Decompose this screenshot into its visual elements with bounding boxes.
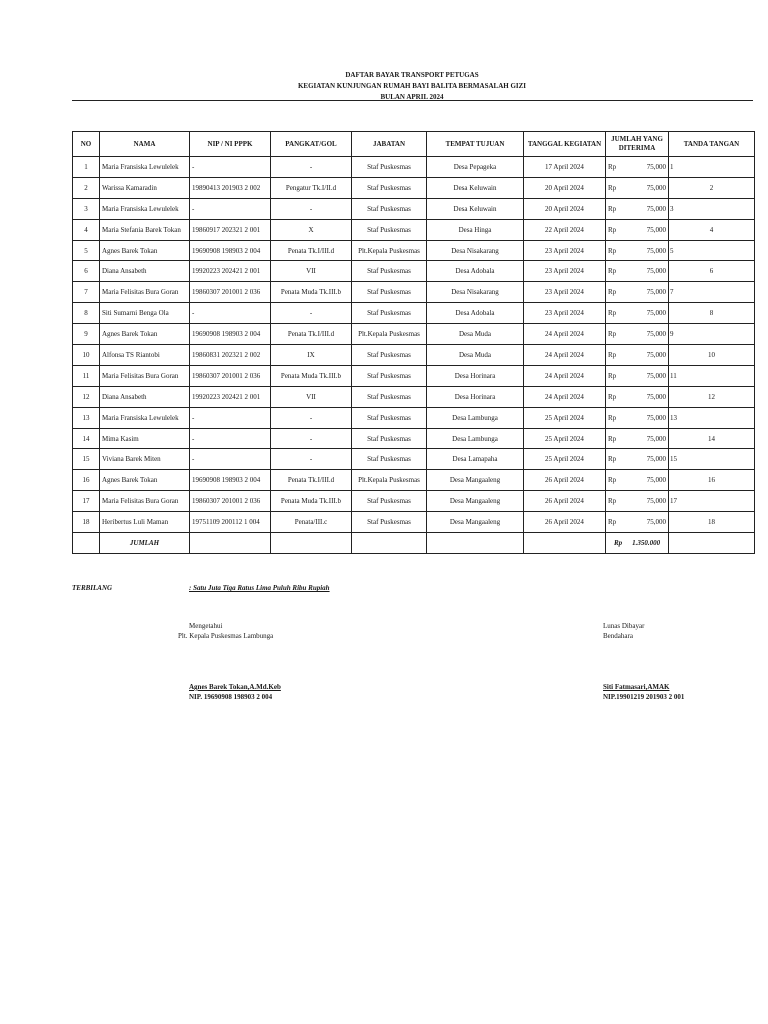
row-pangkat: Penata/III.c [271, 512, 352, 533]
row-no: 4 [73, 219, 100, 240]
row-tanggal: 26 April 2024 [524, 491, 606, 512]
row-currency: Rp [608, 434, 617, 443]
row-amount: 75,000 [646, 204, 666, 213]
row-amount: 75,000 [646, 267, 666, 276]
header-pangkat: PANGKAT/GOL [271, 132, 352, 157]
row-signature: 2 [669, 177, 755, 198]
heading-period: BULAN APRIL 2024 [380, 93, 444, 101]
table-row [73, 157, 755, 178]
row-amount: 75,000 [646, 476, 666, 485]
row-tanggal: 23 April 2024 [524, 240, 606, 261]
row-amount: 75,000 [646, 246, 666, 255]
row-no: 6 [73, 261, 100, 282]
row-tujuan: Desa Keluwain [427, 177, 524, 198]
header-tujuan: TEMPAT TUJUAN [427, 132, 524, 157]
heading-title: DAFTAR BAYAR TRANSPORT PETUGAS [345, 71, 479, 79]
row-nama: Agnes Barek Tokan [100, 324, 190, 345]
row-tujuan: Desa Mangaaleng [427, 512, 524, 533]
right-sign-caption: Lunas Dibayar [603, 622, 645, 630]
total-amount-cell [606, 533, 669, 554]
row-nama: Diana Ansabeth [100, 386, 190, 407]
row-jabatan: Staf Puskesmas [352, 282, 427, 303]
row-currency: Rp [608, 288, 617, 297]
header-jumlah: JUMLAH YANG DITERIMA [606, 132, 669, 157]
row-tujuan: Desa Keluwain [427, 198, 524, 219]
row-jabatan: Staf Puskesmas [352, 303, 427, 324]
row-pangkat: Penata Tk.I/III.d [271, 240, 352, 261]
row-currency: Rp [608, 497, 617, 506]
row-tujuan: Desa Lamapaha [427, 449, 524, 470]
row-amount: 75,000 [646, 350, 666, 359]
row-jabatan: Staf Puskesmas [352, 219, 427, 240]
left-signer-nip: NIP. 19690908 198903 2 004 [189, 693, 273, 701]
row-tujuan: Desa Pepageka [427, 157, 524, 178]
document-heading [72, 70, 752, 103]
row-currency: Rp [608, 246, 617, 255]
row-tujuan: Desa Horinara [427, 365, 524, 386]
row-nip: 19690908 198903 2 004 [190, 324, 271, 345]
row-pangkat: - [271, 157, 352, 178]
row-no: 10 [73, 345, 100, 366]
row-tujuan: Desa Hinga [427, 219, 524, 240]
row-nip: 19920223 202421 2 001 [190, 261, 271, 282]
row-tanggal: 20 April 2024 [524, 198, 606, 219]
total-empty-no [73, 533, 100, 554]
total-currency: Rp [614, 539, 623, 548]
row-tanggal: 24 April 2024 [524, 365, 606, 386]
row-nip: 19860831 202321 2 002 [190, 345, 271, 366]
row-nama: Maria Fransiska Lewulelek [100, 157, 190, 178]
row-tujuan: Desa Muda [427, 345, 524, 366]
row-pangkat: Penata Muda Tk.III.b [271, 365, 352, 386]
row-jabatan: Staf Puskesmas [352, 491, 427, 512]
row-amount: 75,000 [646, 392, 666, 401]
row-jabatan: Staf Puskesmas [352, 365, 427, 386]
row-signature: 4 [669, 219, 755, 240]
row-pangkat: Penata Tk.I/III.d [271, 470, 352, 491]
row-amount-cell [606, 324, 669, 345]
row-signature: 15 [669, 449, 755, 470]
row-pangkat: IX [271, 345, 352, 366]
row-no: 13 [73, 407, 100, 428]
row-nip: - [190, 157, 271, 178]
row-jabatan: Staf Puskesmas [352, 157, 427, 178]
row-amount: 75,000 [646, 497, 666, 506]
table-row [73, 282, 755, 303]
row-currency: Rp [608, 330, 617, 339]
row-tujuan: Desa Nisakarang [427, 240, 524, 261]
row-signature: 3 [669, 198, 755, 219]
row-nip: 19860307 201001 2 036 [190, 282, 271, 303]
row-signature: 6 [669, 261, 755, 282]
row-amount-cell [606, 428, 669, 449]
row-nip: 19860307 201001 2 036 [190, 491, 271, 512]
total-amount: 1.350.000 [632, 539, 661, 548]
row-currency: Rp [608, 413, 617, 422]
row-amount: 75,000 [646, 288, 666, 297]
row-signature: 16 [669, 470, 755, 491]
row-nama: Maria Felisitas Bura Goran [100, 491, 190, 512]
row-currency: Rp [608, 476, 617, 485]
row-amount-cell [606, 240, 669, 261]
row-tanggal: 23 April 2024 [524, 261, 606, 282]
row-nama: Heribertus Luli Maman [100, 512, 190, 533]
row-no: 14 [73, 428, 100, 449]
row-nip: - [190, 428, 271, 449]
row-tanggal: 23 April 2024 [524, 303, 606, 324]
row-jabatan: Staf Puskesmas [352, 449, 427, 470]
payment-table [72, 131, 755, 554]
row-nama: Maria Felisitas Bura Goran [100, 282, 190, 303]
row-tanggal: 17 April 2024 [524, 157, 606, 178]
row-currency: Rp [608, 225, 617, 234]
row-tujuan: Desa Nisakarang [427, 282, 524, 303]
row-tujuan: Desa Lambunga [427, 428, 524, 449]
row-signature: 14 [669, 428, 755, 449]
row-jabatan: Staf Puskesmas [352, 261, 427, 282]
row-amount: 75,000 [646, 225, 666, 234]
table-row [73, 198, 755, 219]
row-jabatan: Staf Puskesmas [352, 177, 427, 198]
row-nama: Siti Sumarni Benga Ola [100, 303, 190, 324]
row-jabatan: Staf Puskesmas [352, 407, 427, 428]
row-no: 3 [73, 198, 100, 219]
row-nama: Viviana Barek Miten [100, 449, 190, 470]
row-no: 5 [73, 240, 100, 261]
header-no: NO [73, 132, 100, 157]
row-amount-cell [606, 491, 669, 512]
row-amount: 75,000 [646, 371, 666, 380]
row-currency: Rp [608, 183, 617, 192]
header-ttd: TANDA TANGAN [669, 132, 755, 157]
row-tujuan: Desa Adobala [427, 303, 524, 324]
total-empty-tujuan [427, 533, 524, 554]
row-tanggal: 23 April 2024 [524, 282, 606, 303]
row-no: 18 [73, 512, 100, 533]
row-tujuan: Desa Horinara [427, 386, 524, 407]
row-currency: Rp [608, 455, 617, 464]
row-amount-cell [606, 449, 669, 470]
row-signature: 13 [669, 407, 755, 428]
row-tanggal: 25 April 2024 [524, 449, 606, 470]
row-amount: 75,000 [646, 309, 666, 318]
row-tujuan: Desa Muda [427, 324, 524, 345]
row-nama: Maria Felisitas Bura Goran [100, 365, 190, 386]
table-row [73, 407, 755, 428]
row-amount: 75,000 [646, 413, 666, 422]
row-tanggal: 26 April 2024 [524, 512, 606, 533]
row-signature: 17 [669, 491, 755, 512]
total-empty-ttd [669, 533, 755, 554]
row-nama: Maria Fransiska Lewulelek [100, 407, 190, 428]
row-signature: 12 [669, 386, 755, 407]
row-pangkat: Pengatur Tk.I/II.d [271, 177, 352, 198]
terbilang-text: : Satu Juta Tiga Ratus Lima Puluh Ribu Rupiah [189, 584, 330, 592]
row-tanggal: 22 April 2024 [524, 219, 606, 240]
row-nama: Diana Ansabeth [100, 261, 190, 282]
row-tanggal: 25 April 2024 [524, 428, 606, 449]
table-row [73, 449, 755, 470]
row-jabatan: Staf Puskesmas [352, 428, 427, 449]
row-amount: 75,000 [646, 162, 666, 171]
row-no: 16 [73, 470, 100, 491]
row-jabatan: Staf Puskesmas [352, 386, 427, 407]
row-nama: Alfonsa TS Riantobi [100, 345, 190, 366]
row-no: 8 [73, 303, 100, 324]
row-nip: - [190, 303, 271, 324]
row-nip: 19860917 202321 2 001 [190, 219, 271, 240]
row-amount-cell [606, 365, 669, 386]
row-nip: - [190, 198, 271, 219]
row-tujuan: Desa Adobala [427, 261, 524, 282]
row-pangkat: X [271, 219, 352, 240]
row-amount-cell [606, 345, 669, 366]
row-currency: Rp [608, 392, 617, 401]
row-nama: Agnes Barek Tokan [100, 240, 190, 261]
row-nip: 19920223 202421 2 001 [190, 386, 271, 407]
row-no: 1 [73, 157, 100, 178]
table-row [73, 261, 755, 282]
row-nip: - [190, 449, 271, 470]
row-amount: 75,000 [646, 455, 666, 464]
row-nama: Maria Fransiska Lewulelek [100, 198, 190, 219]
right-signer-nip: NIP.19901219 201903 2 001 [603, 693, 685, 701]
right-signer-name: Siti Fatmasari,AMAK [603, 683, 670, 691]
table-body [73, 157, 755, 554]
row-nip: - [190, 407, 271, 428]
total-row [73, 533, 755, 554]
left-sign-position: Plt. Kepala Puskesmas Lambunga [178, 632, 274, 640]
total-empty-nip [190, 533, 271, 554]
row-nip: 19690908 198903 2 004 [190, 240, 271, 261]
terbilang-label: TERBILANG [72, 584, 113, 592]
row-no: 7 [73, 282, 100, 303]
row-amount-cell [606, 386, 669, 407]
left-sign-caption: Mengetahui [189, 622, 223, 630]
row-currency: Rp [608, 371, 617, 380]
row-jabatan: Plt.Kepala Puskesmas [352, 470, 427, 491]
row-amount: 75,000 [646, 330, 666, 339]
table-row [73, 324, 755, 345]
table-header-row [73, 132, 755, 157]
table-row [73, 386, 755, 407]
right-sign-position: Bendahara [603, 632, 633, 640]
table-row [73, 303, 755, 324]
table-row [73, 428, 755, 449]
row-tujuan: Desa Lambunga [427, 407, 524, 428]
row-amount-cell [606, 157, 669, 178]
row-amount-cell [606, 407, 669, 428]
row-pangkat: - [271, 198, 352, 219]
row-nip: 19890413 201903 2 002 [190, 177, 271, 198]
table-row [73, 177, 755, 198]
row-signature: 9 [669, 324, 755, 345]
row-jabatan: Staf Puskesmas [352, 345, 427, 366]
total-label: JUMLAH [100, 533, 190, 554]
table-row [73, 491, 755, 512]
row-pangkat: - [271, 303, 352, 324]
row-pangkat: Penata Tk.I/III.d [271, 324, 352, 345]
row-tanggal: 25 April 2024 [524, 407, 606, 428]
row-amount-cell [606, 303, 669, 324]
table-row [73, 365, 755, 386]
row-amount: 75,000 [646, 183, 666, 192]
row-amount: 75,000 [646, 434, 666, 443]
row-no: 12 [73, 386, 100, 407]
row-pangkat: - [271, 407, 352, 428]
row-nip: 19860307 201001 2 036 [190, 365, 271, 386]
row-nama: Mima Kasim [100, 428, 190, 449]
row-currency: Rp [608, 267, 617, 276]
row-tanggal: 26 April 2024 [524, 470, 606, 491]
row-amount-cell [606, 512, 669, 533]
row-tujuan: Desa Mangaaleng [427, 491, 524, 512]
row-currency: Rp [608, 162, 617, 171]
row-pangkat: - [271, 449, 352, 470]
row-currency: Rp [608, 204, 617, 213]
row-jabatan: Staf Puskesmas [352, 512, 427, 533]
heading-divider [72, 100, 753, 101]
row-tanggal: 24 April 2024 [524, 324, 606, 345]
row-pangkat: - [271, 428, 352, 449]
row-amount-cell [606, 470, 669, 491]
row-no: 11 [73, 365, 100, 386]
row-nama: Maria Stefania Barek Tokan [100, 219, 190, 240]
row-nama: Warissa Kamaradin [100, 177, 190, 198]
header-nip: NIP / NI PPPK [190, 132, 271, 157]
row-amount-cell [606, 198, 669, 219]
row-nip: 19751109 200112 1 004 [190, 512, 271, 533]
row-pangkat: VII [271, 386, 352, 407]
row-tanggal: 24 April 2024 [524, 345, 606, 366]
row-pangkat: Penata Muda Tk.III.b [271, 491, 352, 512]
row-nama: Agnes Barek Tokan [100, 470, 190, 491]
row-no: 17 [73, 491, 100, 512]
row-amount-cell [606, 177, 669, 198]
left-signer-name: Agnes Barek Tokan,A.Md.Keb [189, 683, 281, 691]
row-tanggal: 24 April 2024 [524, 386, 606, 407]
table-row [73, 470, 755, 491]
row-currency: Rp [608, 309, 617, 318]
table-row [73, 512, 755, 533]
heading-activity: KEGIATAN KUNJUNGAN RUMAH BAYI BALITA BERMASALAH GIZI [297, 82, 527, 90]
header-jabatan: JABATAN [352, 132, 427, 157]
row-signature: 7 [669, 282, 755, 303]
row-tanggal: 20 April 2024 [524, 177, 606, 198]
table-row [73, 345, 755, 366]
row-jabatan: Plt.Kepala Puskesmas [352, 240, 427, 261]
row-currency: Rp [608, 518, 617, 527]
row-amount-cell [606, 282, 669, 303]
header-tanggal: TANGGAL KEGIATAN [524, 132, 606, 157]
table-row [73, 219, 755, 240]
table-row [73, 240, 755, 261]
row-signature: 1 [669, 157, 755, 178]
total-empty-tanggal [524, 533, 606, 554]
header-nama: NAMA [100, 132, 190, 157]
row-no: 9 [73, 324, 100, 345]
row-jabatan: Staf Puskesmas [352, 198, 427, 219]
row-amount: 75,000 [646, 518, 666, 527]
row-signature: 11 [669, 365, 755, 386]
row-no: 15 [73, 449, 100, 470]
row-currency: Rp [608, 350, 617, 359]
total-empty-jabatan [352, 533, 427, 554]
row-nip: 19690908 198903 2 004 [190, 470, 271, 491]
row-pangkat: Penata Muda Tk.III.b [271, 282, 352, 303]
row-amount-cell [606, 219, 669, 240]
row-signature: 8 [669, 303, 755, 324]
row-no: 2 [73, 177, 100, 198]
row-signature: 18 [669, 512, 755, 533]
row-amount-cell [606, 261, 669, 282]
row-tujuan: Desa Mangaaleng [427, 470, 524, 491]
row-pangkat: VII [271, 261, 352, 282]
row-signature: 5 [669, 240, 755, 261]
row-jabatan: Plt.Kepala Puskesmas [352, 324, 427, 345]
total-empty-pangkat [271, 533, 352, 554]
row-signature: 10 [669, 345, 755, 366]
